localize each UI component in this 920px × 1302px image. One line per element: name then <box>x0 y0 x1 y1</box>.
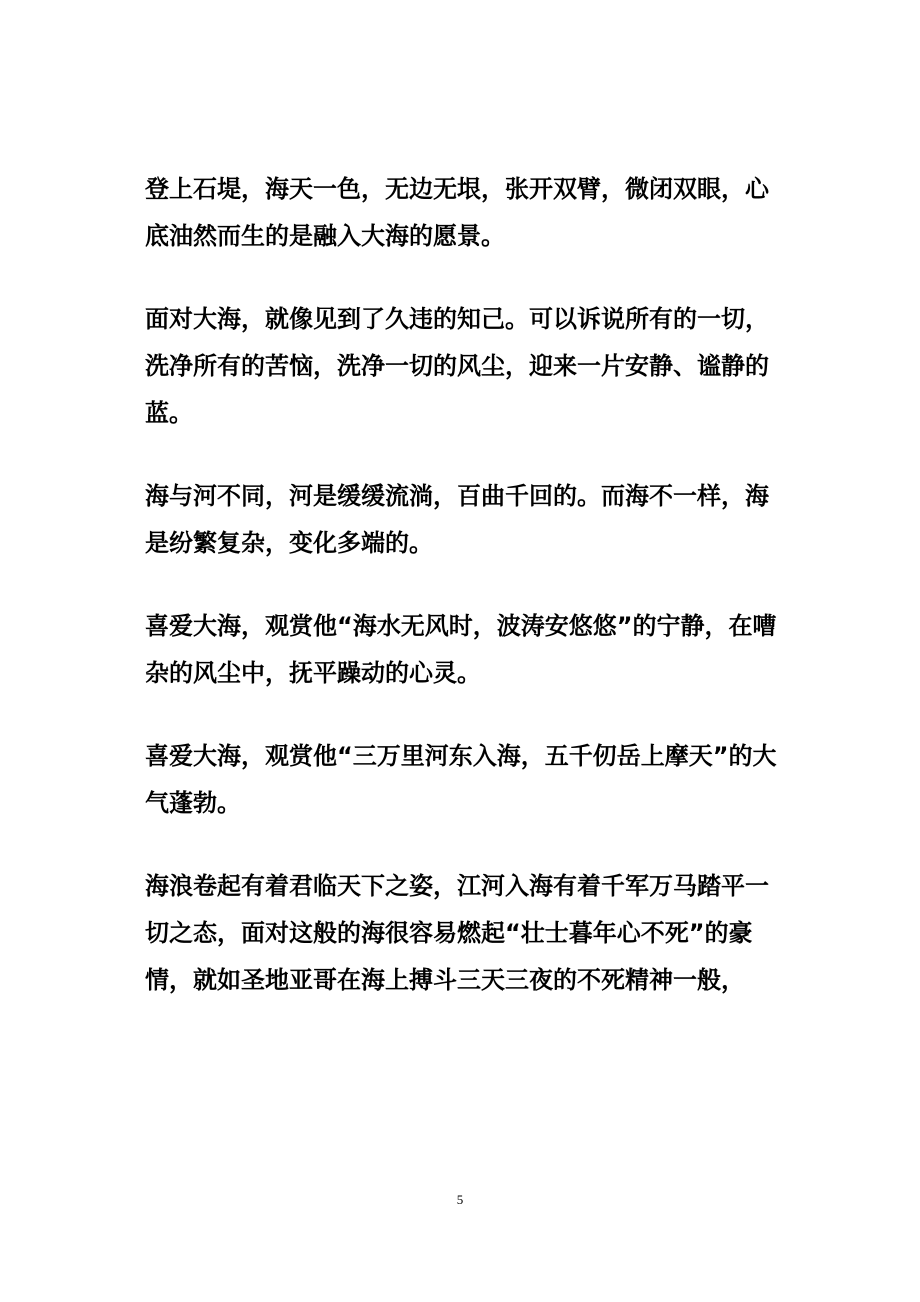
paragraph-4: 喜爱大海，观赏他“海水无风时，波涛安悠悠”的宁静，在嘈杂的风尘中，抚平躁动的心灵。 <box>145 612 777 687</box>
page-number: 5 <box>456 1192 464 1207</box>
paragraph-2: 面对大海，就像见到了久违的知己。可以诉说所有的一切，洗净所有的苦恼，洗净一切的风尘，迎来一片安静、谧静的蓝。 <box>145 305 769 427</box>
paragraph-3: 海与河不同，河是缓缓流淌，百曲千回的。而海不一样，海是纷繁复杂，变化多端的。 <box>145 482 769 557</box>
paragraph-1: 登上石堤，海天一色，无边无垠，张开双臂，微闭双眼，心底油然而生的是融入大海的愿景。 <box>145 175 769 250</box>
document-body <box>145 166 785 1040</box>
paragraph-5: 喜爱大海，观赏他“三万里河东入海，五千仞岳上摩天”的大气蓬勃。 <box>145 742 777 817</box>
paragraph-6: 海浪卷起有着君临天下之姿，江河入海有着千军万马踏平一切之态，面对这般的海很容易燃起“壮士暮年心不死”的豪情，就如圣地亚哥在海上搏斗三天三夜的不死精神一般， <box>145 872 769 994</box>
